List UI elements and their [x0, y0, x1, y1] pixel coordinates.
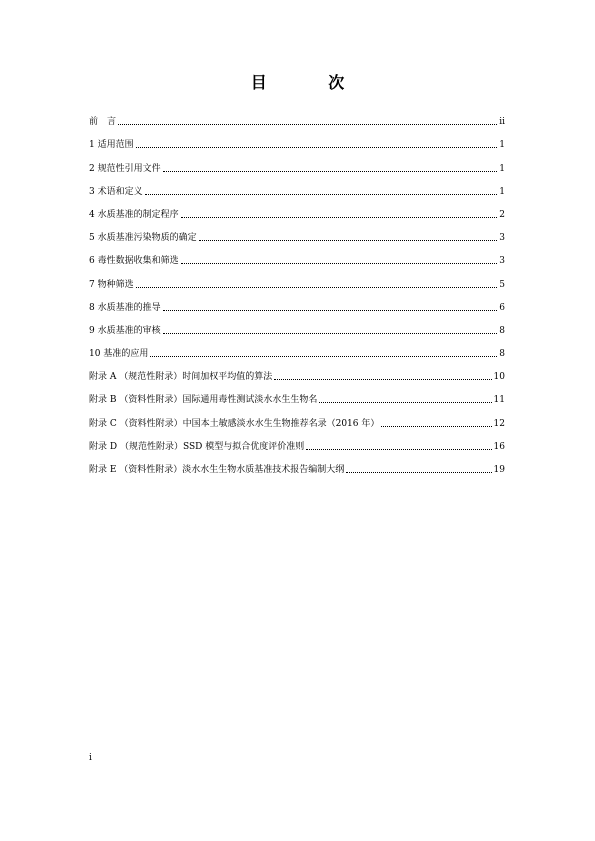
toc-entry-page: 6: [499, 302, 505, 313]
toc-entry-label: 附录 A （规范性附录）时间加权平均值的算法: [89, 372, 273, 383]
toc-entry-page: 11: [493, 395, 505, 406]
dot-leader: [118, 124, 497, 125]
toc-entry-label: 3 术语和定义: [89, 186, 143, 197]
toc-entry-appendix-e[interactable]: [89, 453, 505, 476]
toc-entry-appendix-b[interactable]: [89, 383, 505, 406]
page-title: 目 次: [250, 73, 373, 92]
toc-entry-4[interactable]: [89, 198, 505, 221]
toc-entry-label: 8 水质基准的推导: [89, 302, 161, 313]
toc-entry-page: 1: [499, 186, 505, 197]
toc-entry-10[interactable]: [89, 337, 505, 360]
toc-entry-label: 附录 C （资料性附录）中国本土敏感淡水水生生物推荐名录（2016 年）: [89, 418, 380, 429]
dot-leader: [163, 333, 498, 334]
dot-leader: [150, 356, 497, 357]
toc-entry-label: 4 水质基准的制定程序: [89, 209, 179, 220]
toc-entry-7[interactable]: [89, 267, 505, 290]
toc-entry-label: 附录 D （规范性附录）SSD 模型与拟合优度评价准则: [89, 441, 305, 452]
toc-entry-appendix-d[interactable]: [89, 430, 505, 453]
toc-entry-label: 附录 E （资料性附录）淡水水生生物水质基准技术报告编制大纲: [89, 465, 345, 475]
toc-entry-label: 1 适用范围: [89, 140, 134, 151]
toc-entry-foreword[interactable]: [89, 105, 505, 128]
toc-entry-9[interactable]: [89, 314, 505, 337]
toc-entry-appendix-c[interactable]: [89, 406, 505, 429]
toc-entry-page: 3: [499, 233, 505, 244]
dot-leader: [199, 240, 498, 241]
toc-entry-5[interactable]: [89, 221, 505, 244]
toc-entry-page: 8: [499, 325, 505, 336]
toc-entry-label: 前 言: [89, 117, 117, 128]
toc-entry-label: 9 水质基准的审核: [89, 325, 161, 336]
toc-entry-page: 19: [493, 465, 505, 475]
toc-entry-page: 1: [499, 140, 505, 151]
dot-leader: [163, 171, 498, 172]
toc-entry-3[interactable]: [89, 175, 505, 198]
toc-entry-page: 16: [493, 441, 505, 452]
toc-entry-label: 2 规范性引用文件: [89, 163, 161, 174]
toc-entry-1[interactable]: [89, 128, 505, 151]
dot-leader: [163, 310, 498, 311]
toc-entry-2[interactable]: [89, 151, 505, 174]
toc-entry-page: 5: [499, 279, 505, 290]
dot-leader: [181, 217, 498, 218]
dot-leader: [145, 194, 498, 195]
toc-entry-page: 10: [493, 372, 505, 383]
dot-leader: [306, 449, 491, 450]
toc-entry-6[interactable]: [89, 244, 505, 267]
toc-entry-page: ii: [499, 117, 505, 128]
toc-entry-8[interactable]: [89, 291, 505, 314]
toc-entry-appendix-a[interactable]: [89, 360, 505, 383]
page-number: i: [89, 753, 92, 763]
toc-entry-label: 10 基准的应用: [89, 349, 149, 360]
toc-entry-page: 1: [499, 163, 505, 174]
dot-leader: [136, 147, 498, 148]
toc-entry-page: 2: [499, 209, 505, 220]
toc-entry-page: 12: [493, 418, 505, 429]
dot-leader: [319, 402, 491, 403]
toc-entry-label: 7 物种筛选: [89, 279, 134, 290]
dot-leader: [274, 379, 491, 380]
toc-entry-page: 3: [499, 256, 505, 267]
dot-leader: [181, 263, 498, 264]
toc-entry-label: 附录 B （资料性附录）国际通用毒性测试淡水水生生物名: [89, 395, 318, 406]
toc-entry-label: 6 毒性数据收集和筛选: [89, 256, 179, 267]
dot-leader: [346, 472, 491, 473]
toc-entry-page: 8: [499, 349, 505, 360]
dot-leader: [136, 287, 498, 288]
table-of-contents: [89, 105, 505, 476]
toc-entry-label: 5 水质基准污染物质的确定: [89, 233, 197, 244]
dot-leader: [381, 426, 491, 427]
